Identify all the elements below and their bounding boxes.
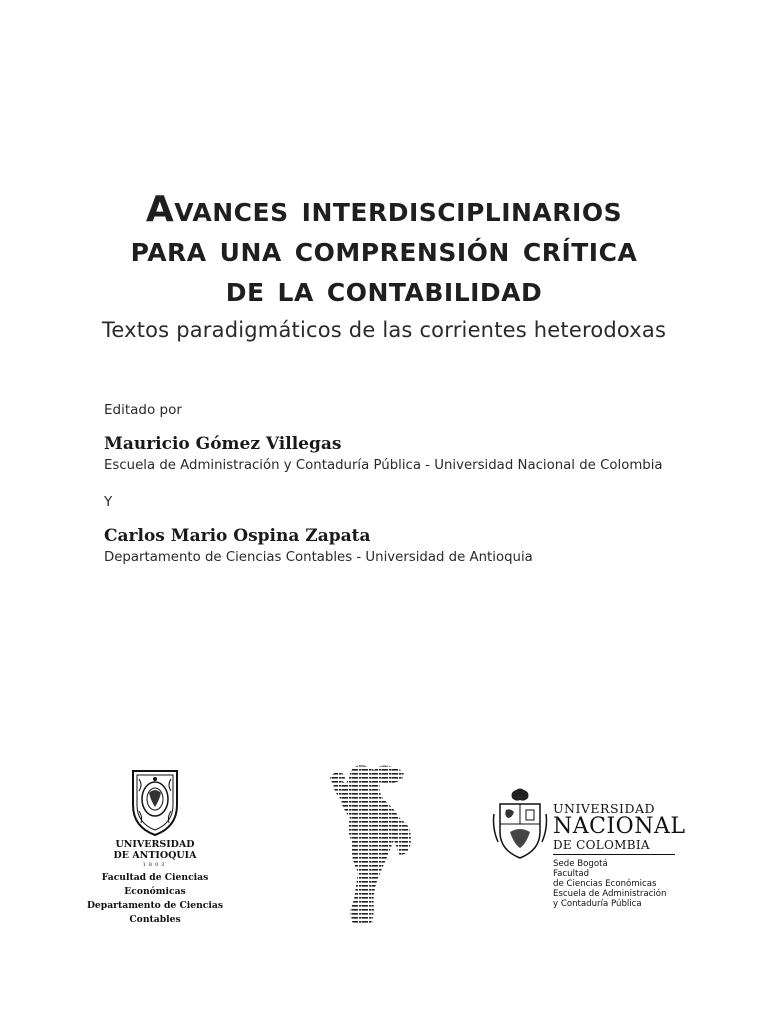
udea-name-line-1: UNIVERSIDAD (115, 839, 195, 850)
unal-dept-line-3: de Ciencias Económicas (553, 879, 657, 889)
editor-2-name: Carlos Mario Ospina Zapata (104, 526, 371, 546)
unal-dept-line-4: Escuela de Administración (553, 889, 667, 899)
book-title (0, 190, 768, 310)
udea-dept-line-3: Departamento de Ciencias (86, 900, 224, 911)
unal-seal-icon (490, 788, 550, 860)
text-figure-icon (322, 760, 422, 930)
udea-year: 1803 (142, 862, 168, 868)
editor-1-affiliation: Escuela de Administración y Contaduría Pública - Universidad Nacional de Colombia (104, 458, 663, 473)
udea-name-line-2: DE ANTIOQUIA (113, 850, 197, 861)
unal-line-2: NACIONAL (553, 814, 686, 839)
unal-dept-line-1: Sede Bogotá (553, 859, 608, 869)
title-line-1: Avances interdisciplinarios (145, 189, 623, 230)
edited-by-label: Editado por (104, 402, 182, 418)
udea-dept-line-4: Contables (129, 914, 181, 925)
udea-logo (80, 765, 230, 927)
title-line-2: para una comprensión crítica (130, 229, 638, 270)
title-line-3: de la contabilidad (225, 269, 543, 310)
unal-line-1: UNIVERSIDAD (553, 801, 656, 816)
udea-dept-line-2: Económicas (124, 886, 186, 897)
udea-dept-line-1: Facultad de Ciencias (101, 872, 209, 883)
editor-1-name: Mauricio Gómez Villegas (104, 434, 342, 454)
editor-separator: Y (104, 494, 113, 510)
unal-dept-line-5: y Contaduría Pública (553, 899, 642, 909)
unal-line-3: DE COLOMBIA (553, 838, 675, 855)
unal-logo (490, 788, 690, 908)
editor-2-affiliation: Departamento de Ciencias Contables - Universidad de Antioquia (104, 550, 533, 565)
udea-seal-icon (125, 765, 185, 837)
unal-dept-line-2: Facultad (553, 869, 590, 879)
book-subtitle: Textos paradigmáticos de las corrientes heterodoxas (101, 318, 667, 342)
